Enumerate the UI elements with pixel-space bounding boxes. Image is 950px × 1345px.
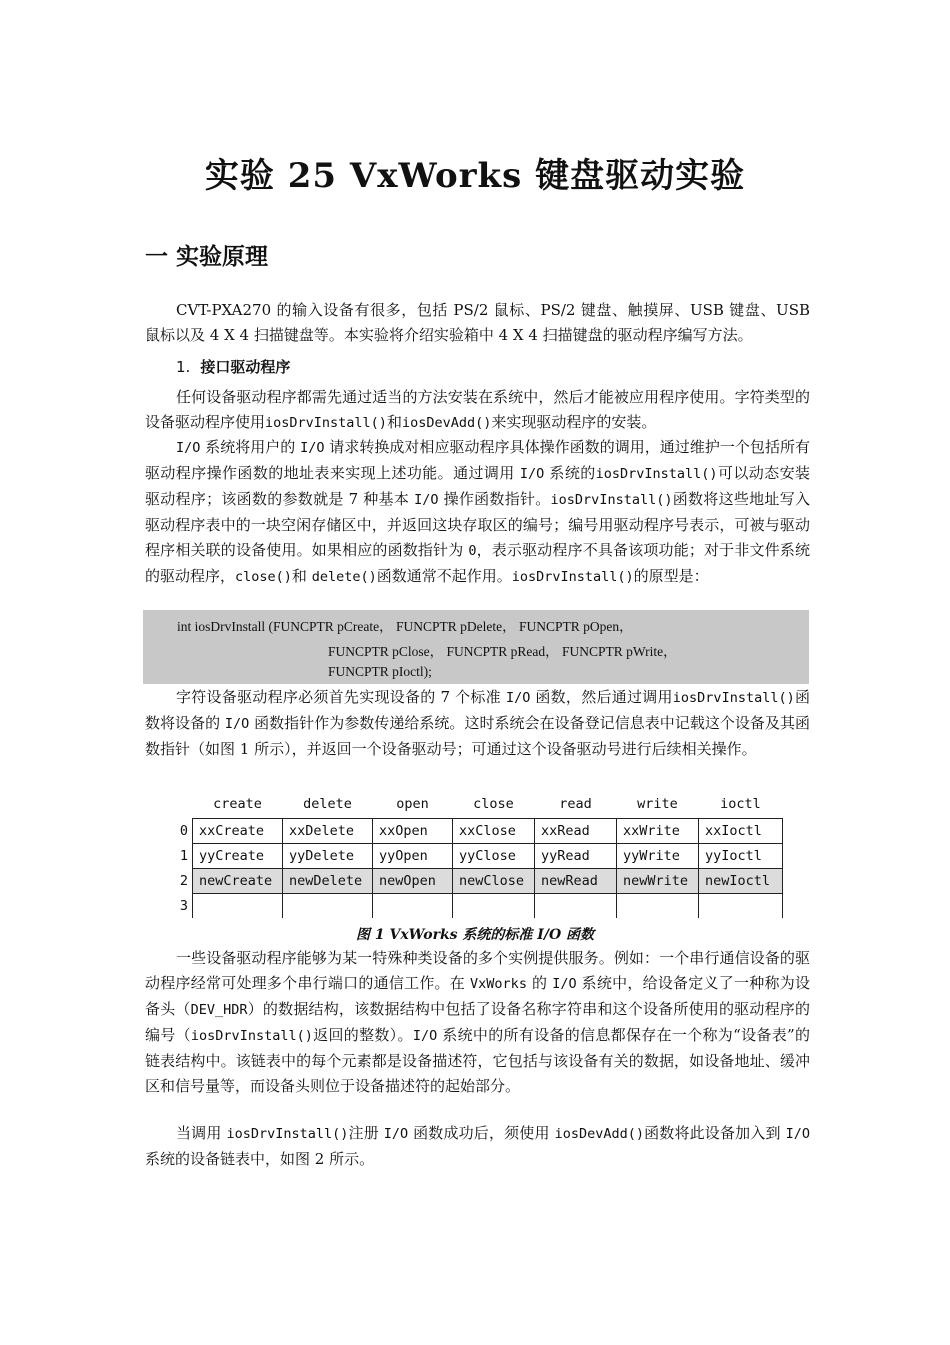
column-header: open [396,796,429,812]
table-cell [373,894,453,919]
table-header-row [172,790,783,819]
table-cell [535,894,617,919]
table-cell: yyDelete [283,844,373,869]
column-header: delete [303,796,352,812]
code-block-prototype [143,610,809,684]
table-cell [453,894,535,919]
table-cell: yyIoctl [699,844,783,869]
paragraph-char-driver: 字符设备驱动程序必须首先实现设备的 7 个标准 I/O 函数，然后通过调用iosDrvInstall()函数将设备的 I/O 函数指针作为参数传递给系统。这时系统会在设备登记信息表中记载这个设备及其函数指针（如图 1 所示），并返回一个设备驱动号；可通过这个设备驱动号进行后续相关操作。 [145,688,810,758]
table-cell: xxDelete [283,819,373,844]
subsection-number: 1. [176,358,191,376]
subsection-heading [176,356,290,377]
table-row-highlighted [172,869,783,894]
table-cell: newRead [535,869,617,894]
table-cell: xxRead [535,819,617,844]
driver-table [172,790,783,918]
figure-caption: 图 1 VxWorks 系统的标准 I/O 函数 [355,927,595,943]
row-index: 3 [179,897,188,914]
table-cell: newClose [453,869,535,894]
intro-paragraph: CVT-PXA270 的输入设备有很多，包括 PS/2 鼠标、PS/2 键盘、触摸屏、USB 键盘、USB 鼠标以及 4 X 4 扫描键盘等。本实验将介绍实验箱中 4 X 4 扫描键盘的驱动程序编写方法。 [145,301,810,344]
column-header: read [559,796,592,812]
table-cell [193,894,283,919]
paragraph-device-header: 一些设备驱动程序能够为某一特殊种类设备的多个实例提供服务。例如：一个串行通信设备的驱动程序经常可处理多个串行端口的通信工作。在 VxWorks 的 I/O 系统中，给设备定义了一种称为设备头（DEV_HDR）的数据结构，该数据结构中包括了设备名称字符串和这个设备所使用的驱动程序的编号（iosDrvInstall()返回的整数）。I/O 系统中的所有设备的信息都保存在一个称为“设备表”的链表结构中。该链表中的每个元素都是设备描述符，它包括与该设备有关的数据，如设备地址、缓冲区和信号量等，而设备头则位于设备描述符的起始部分。 [145,949,810,1095]
table-cell: yyRead [535,844,617,869]
table-cell: yyCreate [193,844,283,869]
code-line: FUNCPTR pIoctl); [328,664,432,679]
table-cell: xxWrite [617,819,699,844]
table-cell: xxIoctl [699,819,783,844]
table-row [172,844,783,869]
column-header: close [473,796,514,812]
table-cell: yyClose [453,844,535,869]
table-cell: xxCreate [193,819,283,844]
table-cell: yyWrite [617,844,699,869]
table-cell [283,894,373,919]
column-header: write [637,796,678,812]
table-row [172,894,783,919]
section-heading: 一 实验原理 [145,244,269,270]
page-title: 实验 25 VxWorks 键盘驱动实验 [204,156,746,196]
table-cell [617,894,699,919]
column-header: create [213,796,262,812]
table-corner [172,790,193,819]
subsection-title: 接口驱动程序 [200,358,291,376]
column-header: ioctl [720,796,761,812]
table-cell: newDelete [283,869,373,894]
paragraph-dev-add: 当调用 iosDrvInstall()注册 I/O 函数成功后，须使用 iosDevAdd()函数将此设备加入到 I/O 系统的设备链表中，如图 2 所示。 [145,1124,810,1168]
table-cell: newWrite [617,869,699,894]
code-line: FUNCPTR pClose， FUNCPTR pRead， FUNCPTR pWrite， [328,644,677,659]
table-cell: newCreate [193,869,283,894]
paragraph-io-system: I/O 系统将用户的 I/O 请求转换成对相应驱动程序具体操作函数的调用，通过维护一个包括所有驱动程序操作函数的地址表来实现上述功能。通过调用 I/O 系统的iosDrvInstall()可以动态安装驱动程序；该函数的参数就是 7 种基本 I/O 操作函数指针。iosDrvInstall()函数将这些地址写入驱动程序表中的一块空闲存储区中，并返回这块存取区的编号；编号用驱动程序号表示，可被与驱动程序相关联的设备使用。如果相应的函数指针为 0，表示驱动程序不具备该项功能；对于非文件系统的驱动程序，close()和 delete()函数通常不起作用。iosDrvInstall()的原型是： [145,438,810,585]
table-cell: yyOpen [373,844,453,869]
table-cell: xxOpen [373,819,453,844]
table-cell: newIoctl [699,869,783,894]
table-cell: newOpen [373,869,453,894]
table-cell [699,894,783,919]
row-index: 0 [179,823,188,839]
code-line: int iosDrvInstall (FUNCPTR pCreate， FUNCPTR pDelete， FUNCPTR pOpen， [177,619,633,634]
row-index: 2 [179,873,188,889]
paragraph-driver-install: 任何设备驱动程序都需先通过适当的方法安装在系统中，然后才能被应用程序使用。字符类型的设备驱动程序使用iosDrvInstall()和iosDevAdd()来实现驱动程序的安装。 [145,388,810,431]
row-index: 1 [179,848,188,864]
table-row [172,819,783,844]
table-cell: xxClose [453,819,535,844]
